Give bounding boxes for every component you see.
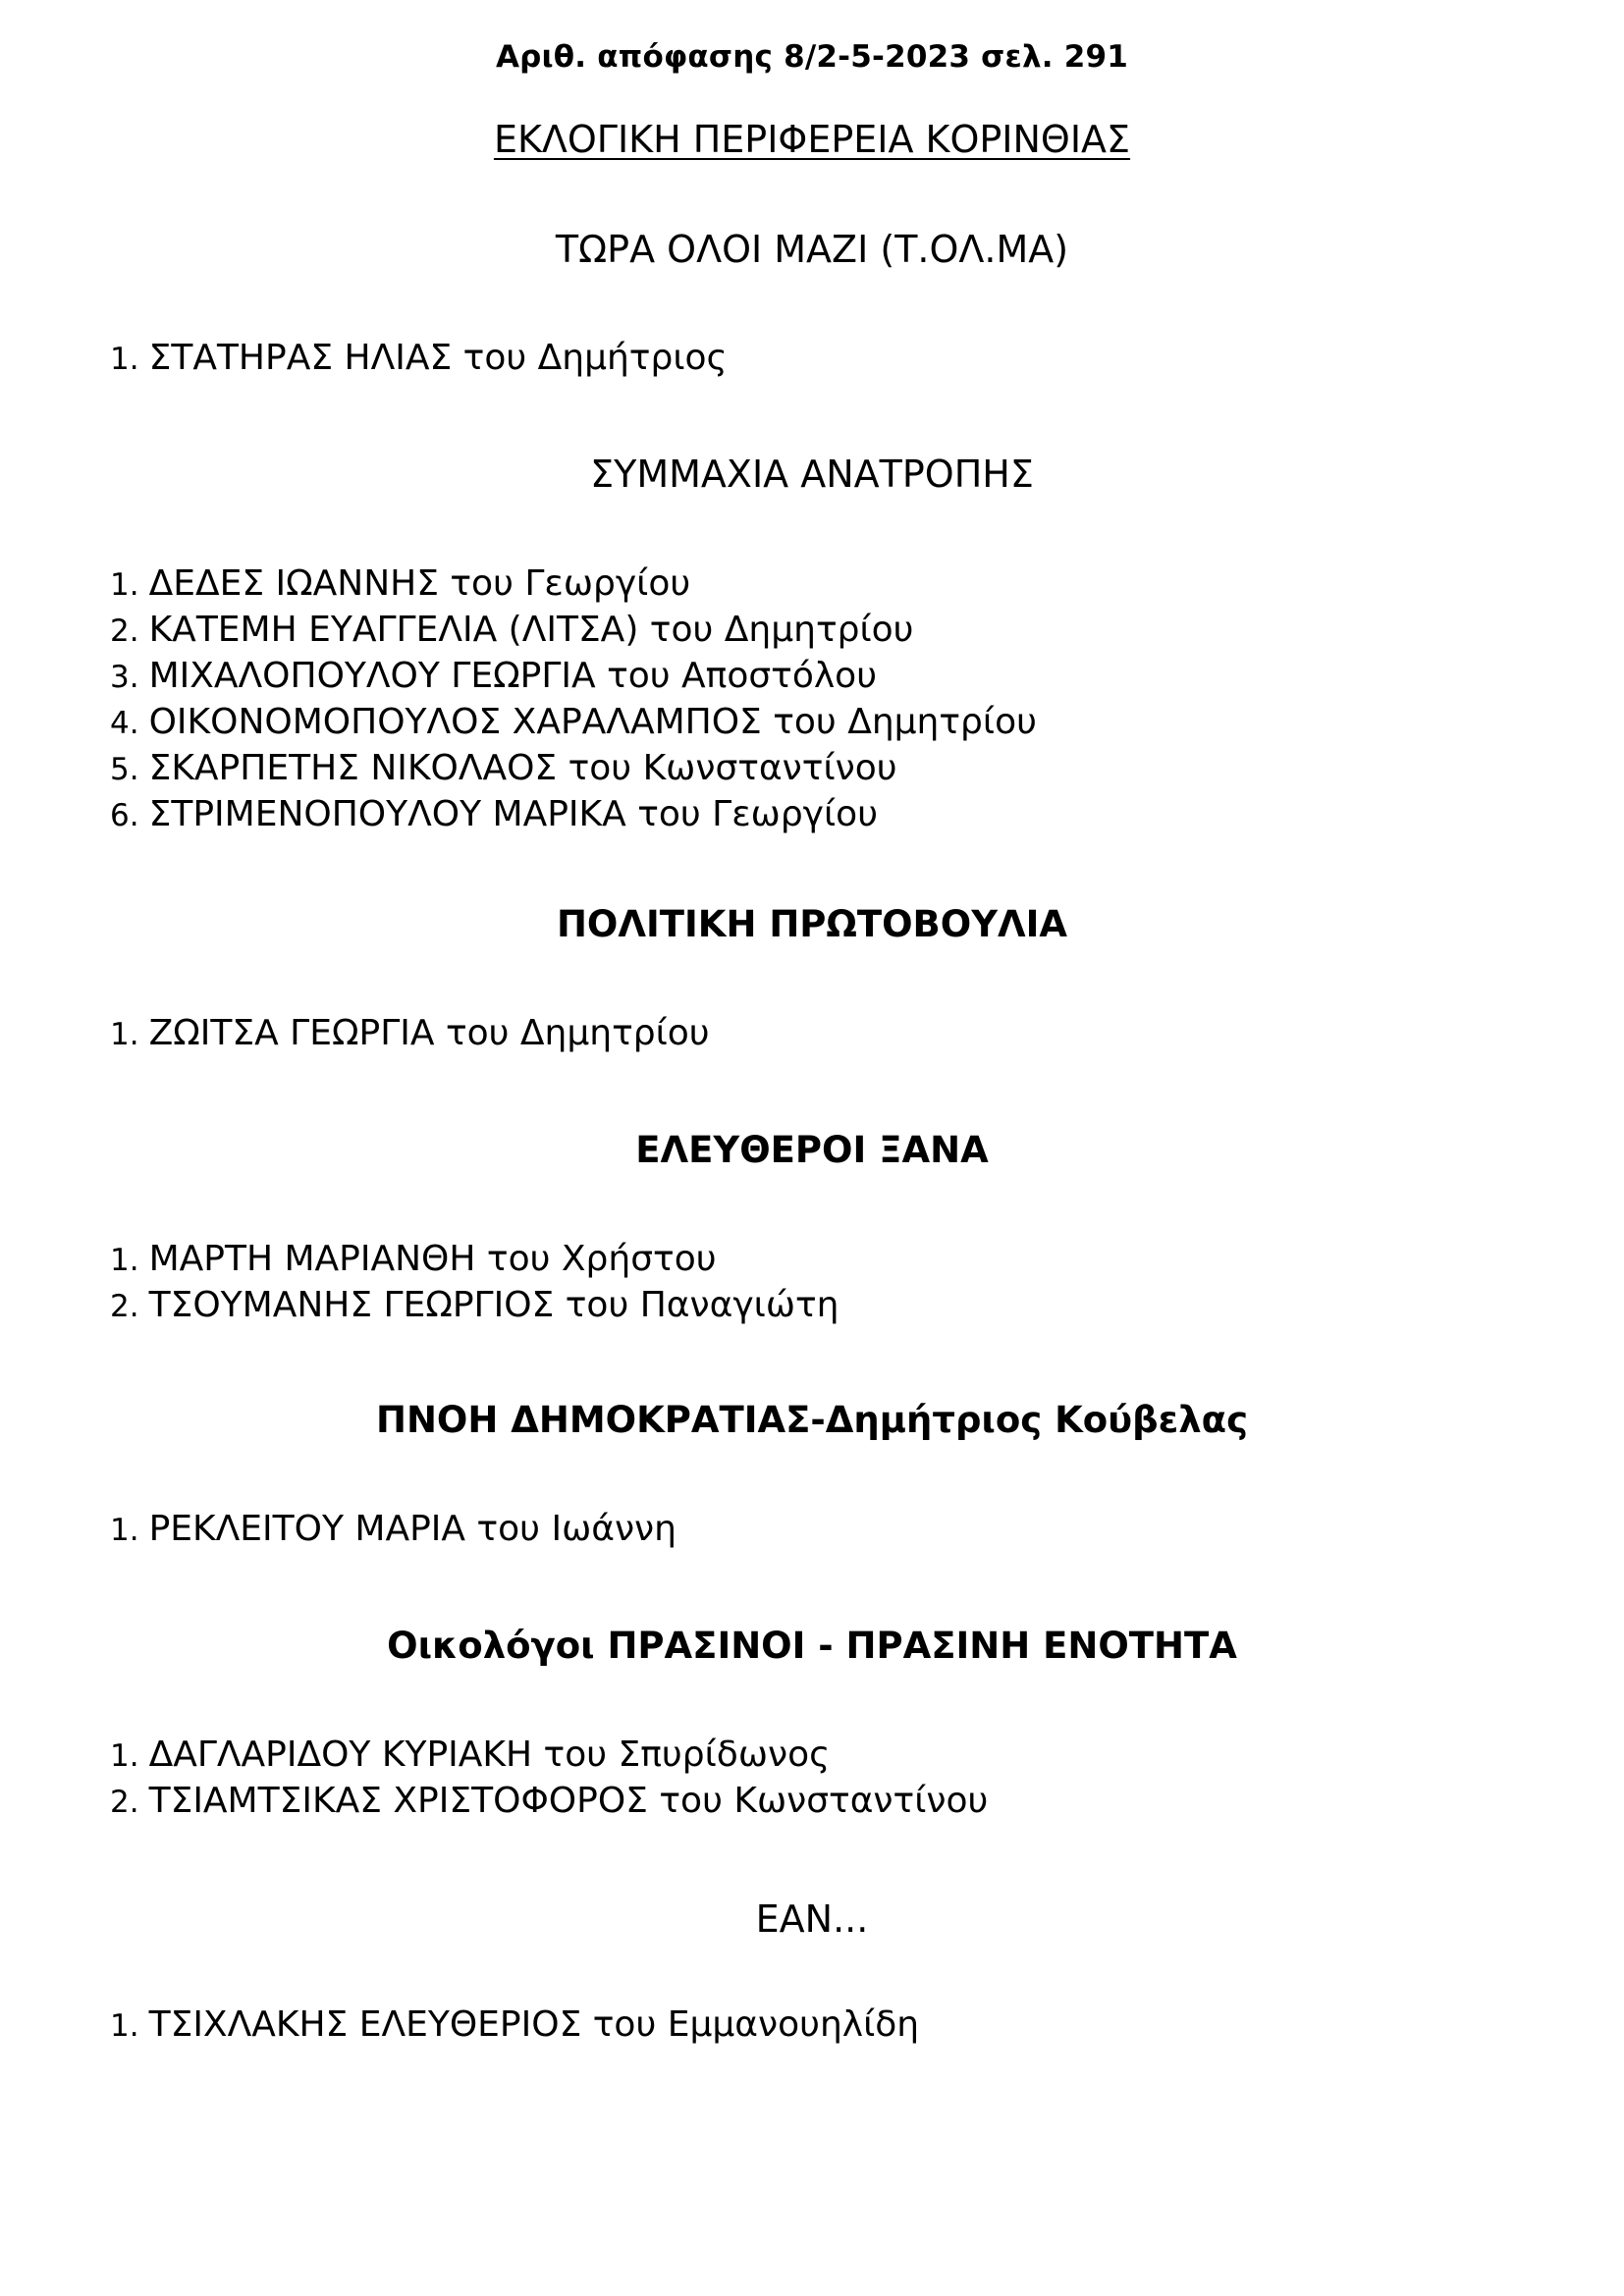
candidate-item xyxy=(110,654,1037,700)
party-heading: Οικολόγοι ΠΡΑΣΙΝΟΙ - ΠΡΑΣΙΝΗ ΕΝΟΤΗΤΑ xyxy=(387,1625,1237,1667)
candidate-list xyxy=(110,1507,677,1553)
candidate-item xyxy=(110,561,1037,608)
candidate-item xyxy=(110,1237,839,1283)
candidate-item xyxy=(110,1733,988,1779)
party-heading: ΠΟΛΙΤΙΚΗ ΠΡΩΤΟΒΟΥΛΙΑ xyxy=(556,903,1068,945)
candidate-name: ΤΣΙΑΜΤΣΙΚΑΣ ΧΡΙΣΤΟΦΟΡΟΣ του Κωνσταντίνου xyxy=(148,1781,989,1821)
candidate-name: ΔΕΔΕΣ ΙΩΑΝΝΗΣ του Γεωργίου xyxy=(148,563,691,604)
candidate-list xyxy=(110,2002,919,2049)
candidate-item xyxy=(110,792,1037,838)
candidate-name: ΜΑΡΤΗ ΜΑΡΙΑΝΘΗ του Χρήστου xyxy=(148,1239,717,1279)
candidate-item xyxy=(110,1779,988,1825)
candidate-number: 5. xyxy=(110,752,139,787)
decision-reference: Αριθ. απόφασης 8/2-5-2023 σελ. 291 xyxy=(495,39,1129,75)
candidate-number: 2. xyxy=(110,1289,139,1324)
candidate-list xyxy=(110,1011,710,1057)
candidate-list xyxy=(110,336,728,382)
party-heading: ΠΝΟΗ ΔΗΜΟΚΡΑΤΙΑΣ-Δημήτριος Κούβελας xyxy=(375,1399,1249,1441)
candidate-number: 1. xyxy=(110,2008,139,2044)
candidate-item xyxy=(110,2002,919,2049)
candidate-number: 1. xyxy=(110,1017,139,1052)
candidate-name: ΤΣΙΧΛΑΚΗΣ ΕΛΕΥΘΕΡΙΟΣ του Εμμανουηλίδη xyxy=(148,2004,920,2045)
candidate-list xyxy=(110,1733,988,1825)
candidate-number: 1. xyxy=(110,342,139,377)
candidate-list xyxy=(110,561,1037,838)
candidate-number: 1. xyxy=(110,1738,139,1774)
candidate-number: 1. xyxy=(110,567,139,603)
electoral-region-title: ΕΚΛΟΓΙΚΗ ΠΕΡΙΦΕΡΕΙΑ ΚΟΡΙΝΘΙΑΣ xyxy=(493,118,1131,161)
candidate-item xyxy=(110,608,1037,654)
party-heading: ΕΛΕΥΘΕΡΟΙ ΞΑΝΑ xyxy=(635,1129,989,1171)
candidate-item xyxy=(110,1011,710,1057)
candidate-item xyxy=(110,1283,839,1329)
candidate-name: ΖΩΙΤΣΑ ΓΕΩΡΓΙΑ του Δημητρίου xyxy=(148,1013,710,1053)
candidate-item xyxy=(110,700,1037,746)
party-heading: ΣΥΜΜΑΧΙΑ ΑΝΑΤΡΟΠΗΣ xyxy=(590,453,1034,496)
candidate-item xyxy=(110,1507,677,1553)
candidate-number: 2. xyxy=(110,1785,139,1820)
candidate-list xyxy=(110,1237,839,1329)
candidate-number: 6. xyxy=(110,798,139,833)
candidate-name: ΣΤΑΤΗΡΑΣ ΗΛΙΑΣ του Δημήτριος xyxy=(148,338,728,378)
candidate-name: ΚΑΤΕΜΗ ΕΥΑΓΓΕΛΙΑ (ΛΙΤΣΑ) του Δημητρίου xyxy=(148,610,914,650)
candidate-name: ΣΤΡΙΜΕΝΟΠΟΥΛΟΥ ΜΑΡΙΚΑ του Γεωργίου xyxy=(148,794,879,834)
candidate-name: ΤΣΟΥΜΑΝΗΣ ΓΕΩΡΓΙΟΣ του Παναγιώτη xyxy=(148,1285,839,1325)
candidate-name: ΟΙΚΟΝΟΜΟΠΟΥΛΟΣ ΧΑΡΑΛΑΜΠΟΣ του Δημητρίου xyxy=(148,702,1037,742)
candidate-item xyxy=(110,336,728,382)
candidate-number: 4. xyxy=(110,706,139,741)
candidate-item xyxy=(110,746,1037,792)
candidate-number: 1. xyxy=(110,1513,139,1548)
candidate-name: ΣΚΑΡΠΕΤΗΣ ΝΙΚΟΛΑΟΣ του Κωνσταντίνου xyxy=(148,748,897,788)
candidate-name: ΜΙΧΑΛΟΠΟΥΛΟΥ ΓΕΩΡΓΙΑ του Αποστόλου xyxy=(148,656,878,696)
party-heading: ΕΑΝ... xyxy=(755,1897,869,1941)
candidate-number: 2. xyxy=(110,614,139,649)
candidate-name: ΡΕΚΛΕΙΤΟΥ ΜΑΡΙΑ του Ιωάννη xyxy=(148,1509,677,1549)
candidate-number: 1. xyxy=(110,1243,139,1278)
party-heading: ΤΩΡΑ ΟΛΟΙ ΜΑΖΙ (Τ.ΟΛ.ΜΑ) xyxy=(555,228,1069,271)
candidate-number: 3. xyxy=(110,660,139,695)
candidate-name: ΔΑΓΛΑΡΙΔΟΥ ΚΥΡΙΑΚΗ του Σπυρίδωνος xyxy=(148,1735,831,1775)
